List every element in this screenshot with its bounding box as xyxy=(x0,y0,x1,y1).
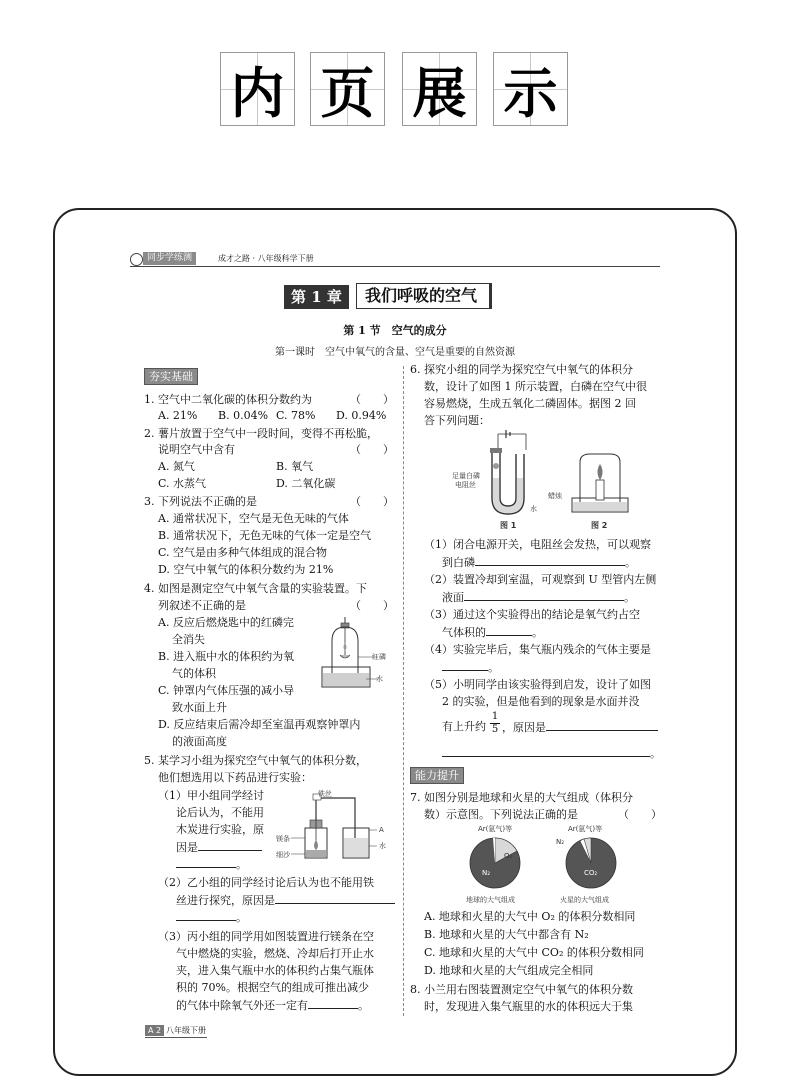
q7-caption-mars: 火星的大气组成 xyxy=(560,896,609,904)
footer-book: 八年级下册 xyxy=(166,1026,206,1035)
q5-fig-clip-label: 铁丝 xyxy=(318,790,332,798)
q6-stem-2: 数，设计了如图 1 所示装置，白磷在空气中很 xyxy=(424,380,647,393)
q3-stem: 3. 下列说法不正确的是 xyxy=(144,495,257,508)
column-divider xyxy=(403,366,404,1016)
q7-opt-d: D. 地球和火星的大气组成完全相同 xyxy=(424,964,594,977)
q6-fraction xyxy=(490,711,500,736)
q3-opt-c: C. 空气是由多种气体组成的混合物 xyxy=(158,546,328,559)
q3-opt-b: B. 通常状况下，无色无味的气体一定是空气 xyxy=(158,529,372,542)
q5-p2-1: （2）乙小组的同学经讨论后认为也不能用铁 xyxy=(158,876,374,889)
q1-opt-c: C. 78% xyxy=(276,409,316,422)
q5-p3-3: 夹，进入集气瓶中水的体积约占集气瓶体 xyxy=(176,964,374,977)
q6-stem-3: 容易燃烧，生成五氧化二磷固体。据图 2 回 xyxy=(424,397,636,410)
q5-p3-1: （3）丙小组的同学用如图装置进行镁条在空 xyxy=(158,930,374,943)
q2-opt-c: C. 水蒸气 xyxy=(158,477,207,490)
q7-opt-b: B. 地球和火星的大气中都含有 N₂ xyxy=(424,928,589,941)
q7-label-n2-mars: N₂ xyxy=(556,838,565,846)
q4-c-1: C. 钟罩内气体压强的减小导 xyxy=(158,684,295,697)
q5-p1-1: （1）甲小组同学经讨 xyxy=(158,789,264,802)
q2-opt-b: B. 氧气 xyxy=(276,460,314,473)
q2-opt-d: D. 二氧化碳 xyxy=(276,477,336,490)
q6-s5-answer-blank[interactable] xyxy=(546,718,658,731)
q6-s4-answer-blank[interactable] xyxy=(442,658,488,671)
q4-b-2: 气的体积 xyxy=(172,667,216,680)
header-badge: 同步学练测 xyxy=(143,252,196,265)
q7-opt-c: C. 地球和火星的大气中 CO₂ 的体积分数相同 xyxy=(424,946,644,959)
banner-char-2: 页 xyxy=(310,52,385,126)
q4-fig-redp-label: 红磷 xyxy=(372,653,386,661)
q5-fig-sand-label: 细沙 xyxy=(276,851,290,859)
q7-label-ar-earth: Ar(氩气)等 xyxy=(478,825,513,833)
q4-fig-water-label: 水 xyxy=(376,675,383,683)
q2-opt-a: A. 氮气 xyxy=(158,460,195,473)
q7-paren: （ ） xyxy=(618,808,662,821)
q5-p2-blank-line: 。 xyxy=(176,908,247,927)
q1-paren: （ ） xyxy=(350,393,394,406)
q4-b-1: B. 进入瓶中水的体积约为氧 xyxy=(158,650,295,663)
q6-s5-4: ，原因是 xyxy=(502,718,658,737)
q6-fig-label-wp2: 电阻丝 xyxy=(455,481,476,489)
q7-earth-pie xyxy=(468,836,522,890)
q6-stem-1: 6. 探究小组的同学为探究空气中氧气的体积分 xyxy=(410,363,633,376)
q5-fig-water-label: 水 xyxy=(379,842,386,850)
banner-char-4: 示 xyxy=(493,52,568,126)
q8-stem-1: 8. 小兰用右图装置测定空气中氧气的体积分数 xyxy=(410,983,633,996)
q7-mars-pie xyxy=(564,836,618,890)
q7-label-co2: CO₂ xyxy=(584,869,598,877)
label-basic: 夯实基础 xyxy=(144,368,198,385)
banner-char-1: 内 xyxy=(220,52,295,126)
q6-fig-label-candle: 蜡烛 xyxy=(548,492,562,500)
q3-opt-d: D. 空气中氧气的体积分数约为 21% xyxy=(158,563,334,576)
q7-label-n2-earth: N₂ xyxy=(482,869,491,877)
q6-s1-answer-blank[interactable] xyxy=(475,553,625,566)
q6-fig-caption-1: 图 1 xyxy=(500,521,517,530)
q5-p1-2: 论后认为，不能用 xyxy=(176,806,264,819)
q4-a-1: A. 反应后燃烧匙中的红磷完 xyxy=(158,616,294,629)
q5-p1-blank-line: 。 xyxy=(176,855,247,874)
q4-stem-1: 4. 如图是测定空气中氧气含量的实验装置。下 xyxy=(144,582,367,595)
section-title: 第 1 节 空气的成分 xyxy=(343,324,447,337)
footer-rule xyxy=(145,1037,207,1038)
q6-s5-answer-blank-2[interactable] xyxy=(442,744,650,757)
q5-fig-a-label: A xyxy=(379,826,384,834)
q2-stem-2: 说明空气中含有 xyxy=(158,443,235,456)
q7-label-o2: O₂ xyxy=(504,852,513,860)
q6-s5-2: 2 的实验，但是他看到的现象是水面并没 xyxy=(442,695,640,708)
q6-s5-blank-line: 。 xyxy=(442,744,661,763)
q2-stem-1: 2. 薯片放置于空气中一段时间，变得不再松脆， xyxy=(144,427,378,440)
chapter-num: 第 1 章 xyxy=(284,285,349,309)
header-rule xyxy=(130,266,660,267)
q5-p3-answer-blank[interactable] xyxy=(308,996,358,1009)
q7-stem-1: 7. 如图分别是地球和火星的大气组成（体积分 xyxy=(410,791,633,804)
q6-stem-4: 答下列问题： xyxy=(424,414,490,427)
q5-apparatus-figure xyxy=(275,790,390,862)
q2-paren: （ ） xyxy=(350,443,394,456)
q6-fig-label-water: 水 xyxy=(530,505,537,513)
q5-p1-4: 因是 xyxy=(176,838,262,857)
banner-char-3: 展 xyxy=(402,52,477,126)
q4-d-1: D. 反应结束后需冷却至室温再观察钟罩内 xyxy=(158,718,361,731)
q5-p3-5: 的气体中除氧气外还一定有 。 xyxy=(176,996,369,1015)
q5-stem-2: 他们想选用以下药品进行实验： xyxy=(158,771,312,784)
q7-caption-earth: 地球的大气组成 xyxy=(466,896,515,904)
q1-opt-b: B. 0.04% xyxy=(218,409,269,422)
q7-label-ar-mars: Ar(氩气)等 xyxy=(568,825,603,833)
q5-p2-2: 丝进行探究，原因是 xyxy=(176,891,395,910)
q4-c-2: 致水面上升 xyxy=(172,701,227,714)
q6-s2-answer-blank[interactable] xyxy=(464,588,624,601)
label-advanced: 能力提升 xyxy=(410,767,464,784)
header-book: 成才之路 · 八年级科学下册 xyxy=(218,254,314,263)
q6-s1-1: （1）闭合电源开关，电阻丝会发热，可以观察 xyxy=(424,538,651,551)
q5-p1-3: 木炭进行实验，原 xyxy=(176,823,264,836)
footer-page-badge: A 2 xyxy=(145,1025,164,1036)
q1-opt-a: A. 21% xyxy=(158,409,198,422)
q6-s5-1: （5）小明同学由该实验得到启发，设计了如图 xyxy=(424,678,651,691)
q1-stem: 1. 空气中二氧化碳的体积分数约为 xyxy=(144,393,312,406)
q5-fig-mg-label: 镁条 xyxy=(276,835,290,843)
q7-opt-a: A. 地球和火星的大气中 O₂ 的体积分数相同 xyxy=(424,910,636,923)
q6-fig-caption-2: 图 2 xyxy=(591,521,608,530)
q5-p3-4: 积的 70%。根据空气的组成可推出减少 xyxy=(176,981,369,994)
q6-s4-1: （4）实验完毕后，集气瓶内残余的气体主要是 xyxy=(424,643,651,656)
q6-s5-3: 有上升约 xyxy=(442,720,486,733)
q6-fraction-den: 5 xyxy=(491,724,499,735)
chapter-title: 我们呼吸的空气 xyxy=(356,283,492,309)
q6-s3-2: 气体积的 。 xyxy=(442,623,543,642)
q5-p1-answer-blank[interactable] xyxy=(198,838,262,851)
q6-s3-answer-blank[interactable] xyxy=(486,623,532,636)
q3-opt-a: A. 通常状况下，空气是无色无味的气体 xyxy=(158,512,349,525)
header-logo-icon xyxy=(130,253,143,266)
q6-fig-label-wp1: 足量白磷 xyxy=(452,472,480,480)
lesson-title: 第一课时 空气中氧气的含量、空气是重要的自然资源 xyxy=(275,347,515,358)
q4-a-2: 全消失 xyxy=(172,633,205,646)
q5-stem-1: 5. 某学习小组为探究空气中氧气的体积分数， xyxy=(144,754,367,767)
q5-p1-answer-blank-2[interactable] xyxy=(176,855,236,868)
q5-p2-answer-blank[interactable] xyxy=(275,891,395,904)
q4-d-2: 的液面高度 xyxy=(172,735,227,748)
q6-utube-figure xyxy=(480,428,550,520)
q5-p3-2: 气中燃烧的实验，燃烧、冷却后打开止水 xyxy=(176,947,374,960)
q7-stem-2: 数）示意图。下列说法正确的是 xyxy=(424,808,578,821)
q6-fraction-num: 1 xyxy=(491,711,499,722)
q3-paren: （ ） xyxy=(350,495,394,508)
q8-stem-2: 时，发现进入集气瓶里的水的体积远大于集 xyxy=(424,1000,633,1013)
q4-paren: （ ） xyxy=(350,599,394,612)
q6-s2-2: 液面 。 xyxy=(442,588,635,607)
q5-p2-answer-blank-2[interactable] xyxy=(176,908,236,921)
q6-s1-2: 到白磷 。 xyxy=(442,553,636,572)
q6-candle-jar-figure xyxy=(570,450,630,515)
q6-s4-2: 。 xyxy=(442,658,499,677)
q1-opt-d: D. 0.94% xyxy=(336,409,387,422)
q4-stem-2: 列叙述不正确的是 xyxy=(158,599,246,612)
q6-s3-1: （3）通过这个实验得出的结论是氧气约占空 xyxy=(424,608,640,621)
q6-s2-1: （2）装置冷却到室温，可观察到 U 型管内左侧 xyxy=(424,573,657,586)
